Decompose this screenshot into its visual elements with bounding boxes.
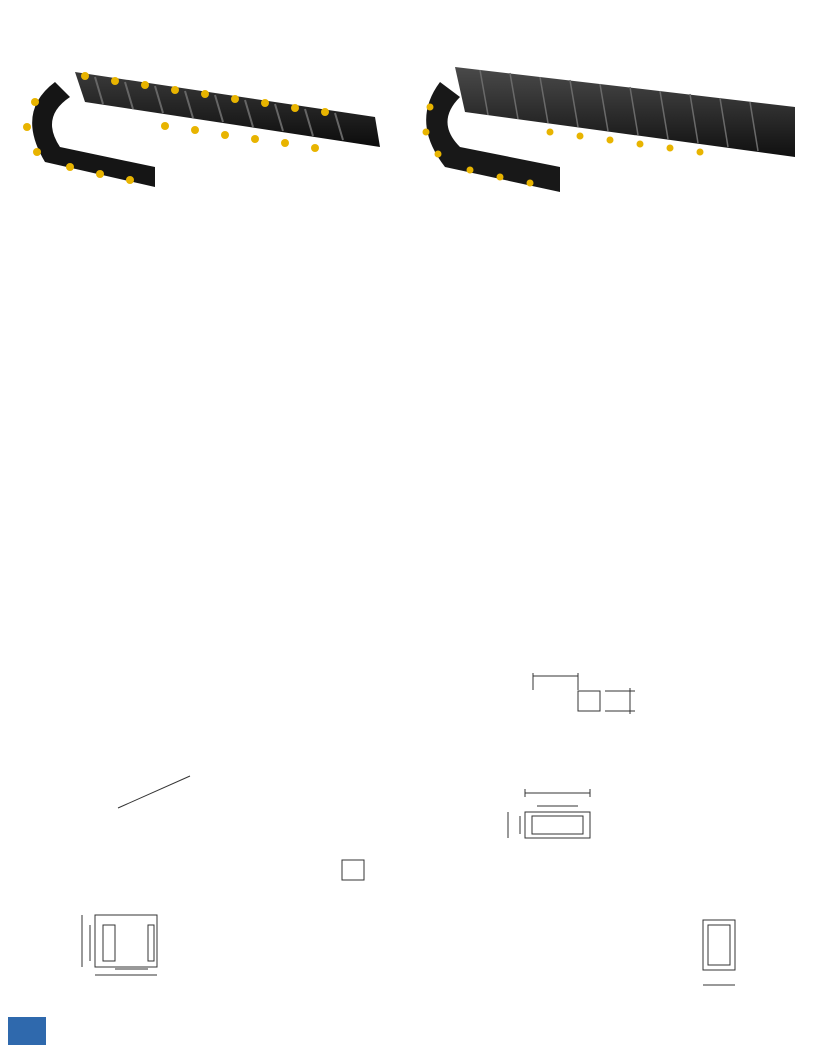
fixed-end-bracket	[342, 860, 364, 880]
drag-chain-photo-open	[15, 42, 395, 202]
drag-chain-photo-enclosed	[410, 42, 810, 202]
radius-line	[118, 776, 190, 808]
plan-view-right	[703, 920, 735, 985]
cross-section	[508, 789, 590, 838]
structure-diagram	[0, 615, 826, 1010]
page-number	[8, 1017, 46, 1045]
moving-end-bracket	[578, 691, 600, 711]
side-view-small	[82, 915, 157, 975]
